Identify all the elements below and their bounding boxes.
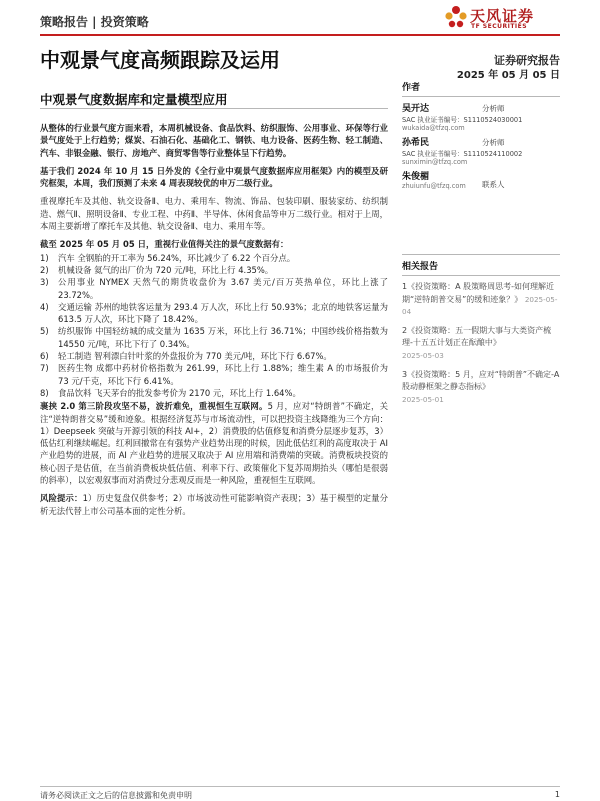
header-rule [40, 34, 560, 36]
related-top-rule [402, 254, 560, 255]
report-category: 策略报告 | 投资策略 [40, 15, 149, 29]
logo-emblem-icon [444, 4, 468, 32]
related-item[interactable] [402, 325, 560, 363]
list-item: 8) 食品饮料 飞天茅台的批发参考价为 2170 元，环比上行 1.64%。 [40, 387, 301, 398]
list-item: 5) 纺织服饰 中国轻纺城的成交量为 1635 万米，环比上行 36.71%；中国纱线价格指数为 14550 元/吨，环比下行了 0.34%。 [40, 326, 388, 349]
author-email[interactable]: wukaida@tfzq.com [402, 124, 465, 132]
page-subtitle: 中观景气度数据库和定量模型应用 [40, 92, 228, 107]
model-paragraph: 基于我们 2024 年 10 月 15 日外发的《全行业中观景气度数据库应用框架》内的模型及研究框架，本周，我们预测了未来 4 周表现较优的申万二级行业。 [40, 165, 388, 189]
list-item: 7) 医药生物 成都中药材价格指数为 261.99，环比上行 1.88%；维生素 A 的市场报价为 73 元/千克，环比下行 6.41%。 [40, 363, 388, 386]
company-logo [444, 4, 562, 34]
related-item-title[interactable]: 3《投资策略：5 月，应对“特朗普”不确定-A 股动静框架之静态指标》 [402, 369, 560, 392]
related-item[interactable] [402, 281, 560, 319]
report-date: 2025 年 05 月 05 日 [456, 70, 560, 81]
footer-rule [40, 786, 560, 787]
logo-text-cn: 天风证券 [470, 7, 535, 25]
page-number: 1 [554, 790, 560, 799]
related-heading: 相关报告 [402, 262, 439, 272]
related-item-date: 2025-05-04 [402, 294, 558, 317]
author-license: SAC 执业证书编号：S1110524110002 [402, 150, 523, 158]
logo-text-en: TF SECURITIES [471, 23, 528, 30]
authors-heading: 作者 [402, 83, 421, 93]
related-reports [402, 254, 560, 406]
related-item-title[interactable]: 2《投资策略：五一假期大事与大类资产梳理-十五五计划正在酝酿中》 [402, 325, 552, 348]
related-item-date: 2025-05-03 [402, 350, 444, 360]
author-email[interactable]: sunximin@tfzq.com [402, 158, 468, 166]
strategy-paragraph: 裹挟 2.0 第三阶段攻坚不易，波折难免，重视恒生互联网。5 月，应对“特朗普”不确定，关注“逆特朗普交易”缓和迹象。根据经济复苏与市场流动性，可以把投资主线降维为三个方向：1）Deepseek 突破与开源引领的科技 AI+，2）消费股的估值修复和消费分层逐步复苏，3）低估红利继续崛起。红利回撤常在有强势产业趋势出现的时候，因此低估红利的高度取决于 AI 产业趋势的进展，而 AI 产业趋势的进展又取决于 AI 应用端和消费端的突破。消费板块投资的核心因子是估值，在当前消费板块低估值、利率下行、政策催化下复苏周期抬头（哪怕是很弱的斜率），以宏观叙事而对消费过分悲观反而是一种风险，重视恒生互联网。 [40, 401, 388, 486]
indicator-list [40, 252, 388, 400]
author-name: 朱俊楣 [402, 172, 430, 182]
author-name: 吴开达 [402, 104, 430, 114]
report-type: 证券研究报告 [494, 54, 560, 67]
author-card [402, 169, 560, 195]
list-item: 4) 交通运输 苏州的地铁客运量为 293.4 万人次，环比上行 50.93%；北京的地铁客运量为 613.5 万人次，环比下降了 18.42%。 [40, 301, 388, 325]
related-item[interactable] [402, 369, 560, 407]
subtitle-rule [40, 108, 388, 109]
list-item: 2) 机械设备 氦气的出厂价为 720 元/吨，环比上行 4.35%。 [40, 264, 274, 275]
author-name: 孙希民 [402, 138, 430, 148]
author-card [402, 101, 560, 133]
related-item-date: 2025-05-01 [402, 394, 444, 404]
author-email[interactable]: zhuiunfu@tfzq.com [402, 182, 466, 190]
related-rule [402, 275, 560, 276]
author-role: 分析师 [482, 104, 505, 113]
list-item: 3) 公用事业 NYMEX 天然气的期货收盘价为 3.67 美元/百万英热单位，环比上涨了 23.72%。 [40, 277, 388, 300]
footer-disclaimer: 请务必阅读正文之后的信息披露和免责申明 [40, 791, 192, 800]
list-item: 1) 汽车 全钢胎的开工率为 56.24%，环比减少了 6.22 个百分点。 [40, 252, 296, 263]
sidebar [402, 80, 560, 195]
author-license: SAC 执业证书编号：S1110524030001 [402, 116, 523, 124]
list-item: 6) 轻工制造 智利漂白针叶浆的外盘报价为 770 美元/吨，环比下行 6.67%。 [40, 351, 332, 362]
main-body [40, 122, 388, 523]
industries-paragraph: 重视摩托车及其他、轨交设备Ⅱ、电力、乘用车、物流、饰品、包装印刷、服装家纺、纺织制造、燃气Ⅱ、照明设备Ⅱ、专业工程、中药Ⅱ、半导体、休闲食品等申万二级行业。相对于上周，本周主要新增了摩托车及其他、轨交设备Ⅱ、电力、乘用车等。 [40, 196, 388, 232]
author-card [402, 135, 560, 167]
summary-paragraph: 从整体的行业景气度方面来看，本周机械设备、食品饮料、纺织服饰、公用事业、环保等行业景气度处于上行趋势；煤炭、石油石化、基础化工、钢铁、电力设备、医药生物、轻工制造、汽车、非银金融、银行、房地产、商贸零售等行业整体呈下行趋势。 [40, 123, 388, 158]
author-role: 分析师 [482, 138, 505, 147]
page-title: 中观景气度高频跟踪及运用 [40, 48, 280, 72]
list-intro: 截至 2025 年 05 月 05 日，重视行业值得关注的景气度数据有： [40, 239, 289, 250]
author-role: 联系人 [482, 180, 505, 189]
related-item-title[interactable]: 1《投资策略：A 股策略周思考-如何理解近期“逆特朗普交易”的缓和迹象？》 [402, 282, 554, 304]
risk-paragraph: 风险提示：1）历史复盘仅供参考；2）市场波动性可能影响资产表现；3）基于模型的定量分析无法代替上市公司基本面的定性分析。 [40, 493, 389, 516]
authors-rule [402, 96, 560, 97]
